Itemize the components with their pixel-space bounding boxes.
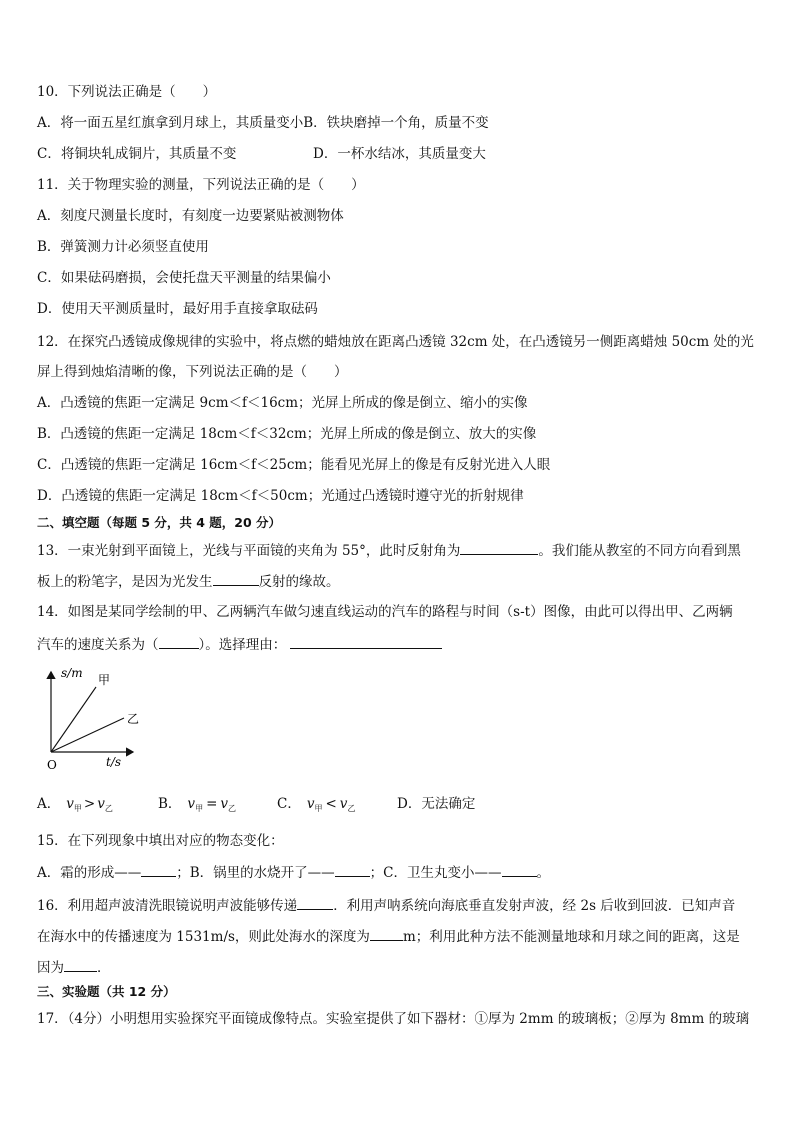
section-fill-in-heading: 二、填空题（每题 5 分，共 4 题，20 分） xyxy=(37,515,282,530)
q14-option-a: A． $v_甲 > v_乙$ xyxy=(37,796,113,813)
q14-text-1: 汽车的速度关系为（ xyxy=(37,637,159,653)
q14-text-2: ）。选择理由： xyxy=(198,637,287,653)
q14-option-c: C． $v_甲 < v_乙$ xyxy=(277,796,356,813)
q13-blank-reflection-type[interactable] xyxy=(213,571,259,586)
st-graph xyxy=(36,660,140,772)
q14-blank-reason[interactable] xyxy=(290,634,442,649)
q10-option-c: C．将铜块轧成铜片，其质量不变 xyxy=(37,146,237,162)
q12-stem-line1: 12．在探究凸透镜成像规律的实验中，将点燃的蜡烛放在距离凸透镜 32cm 处，在凸透镜另一侧距离蜡烛 50cm 处的光 xyxy=(37,334,754,350)
line-yi-label: 乙 xyxy=(127,712,140,726)
q11-option-a: A．刻度尺测量长度时，有刻度一边要紧贴被测物体 xyxy=(37,208,344,224)
q13-blank-reflection-angle[interactable] xyxy=(460,540,538,555)
q12-option-a: A．凸透镜的焦距一定满足 9cm＜f＜16cm；光屏上所成的像是倒立、缩小的实像 xyxy=(37,395,528,411)
y-axis-label: s/m xyxy=(61,666,83,680)
q11-option-d: D．使用天平测质量时，最好用手直接拿取砝码 xyxy=(37,301,318,317)
line-jia-label: 甲 xyxy=(98,673,111,687)
q15-line: A．霜的形成—— ；B．锅里的水烧开了—— ；C．卫生丸变小—— 。 xyxy=(37,862,550,882)
q16-blank-transmit[interactable] xyxy=(297,895,333,910)
q15-blank-b[interactable] xyxy=(335,862,370,877)
q16-blank-depth[interactable] xyxy=(370,926,403,941)
line-yi xyxy=(51,718,124,752)
q11-stem: 11．关于物理实验的测量，下列说法正确的是（ ） xyxy=(37,177,365,193)
q13-text-2: 。我们能从教室的不同方向看到黑 xyxy=(538,543,741,559)
q15-blank-c[interactable] xyxy=(502,862,537,877)
q16-line2: 在海水中的传播速度为 1531m/s，则此处海水的深度为 m；利用此种方法不能测量地球和月球之间的距离，这是 xyxy=(37,926,740,946)
q13-line2 xyxy=(37,571,340,591)
q15-blank-a[interactable] xyxy=(141,862,176,877)
section-experiment-heading: 三、实验题（共 12 分） xyxy=(37,984,176,999)
q10-option-d: D．一杯水结冰，其质量变大 xyxy=(313,146,486,162)
q14-stem-line1: 14．如图是某同学绘制的甲、乙两辆汽车做匀速直线运动的汽车的路程与时间（s-t）图像，由此可以得出甲、乙两辆 xyxy=(37,604,733,620)
x-axis-label: t/s xyxy=(106,755,122,769)
q13-text-4: 反射的缘故。 xyxy=(258,574,340,590)
q14-blank-speed-relation[interactable] xyxy=(159,634,199,649)
q10-stem: 10．下列说法正确是（ ） xyxy=(37,84,217,100)
q12-option-b: B．凸透镜的焦距一定满足 18cm＜f＜32cm；光屏上所成的像是倒立、放大的实像 xyxy=(37,426,537,442)
origin-label: O xyxy=(47,758,57,772)
q16-line3: 因为 ． xyxy=(37,957,111,977)
q13-line1 xyxy=(37,540,741,560)
q13-text-1: 13．一束光射到平面镜上，光线与平面镜的夹角为 55°，此时反射角为 xyxy=(37,543,461,559)
q14-stem-line2 xyxy=(37,634,442,654)
q11-option-c: C．如果砝码磨损，会使托盘天平测量的结果偏小 xyxy=(37,270,331,286)
q12-option-c: C．凸透镜的焦距一定满足 16cm＜f＜25cm；能看见光屏上的像是有反射光进入人眼 xyxy=(37,457,551,473)
q17-stem: 17．（4分）小明想用实验探究平面镜成像特点。实验室提供了如下器材：①厚为 2mm 的玻璃板；②厚为 8mm 的玻璃 xyxy=(37,1011,750,1027)
q14-option-d: D．无法确定 xyxy=(397,796,476,812)
q13-text-3: 板上的粉笔字，是因为光发生 xyxy=(37,574,213,590)
q15-stem: 15．在下列现象中填出对应的物态变化： xyxy=(37,833,284,849)
q10-option-ab: A．将一面五星红旗拿到月球上，其质量变小B．铁块磨掉一个角，质量不变 xyxy=(37,115,489,131)
q16-line1: 16．利用超声波清洗眼镜说明声波能够传递 ．利用声呐系统向海底垂直发射声波，经 2s 后收到回波．已知声音 xyxy=(37,895,735,915)
q16-blank-reason[interactable] xyxy=(64,957,97,972)
q11-option-b: B．弹簧测力计必须竖直使用 xyxy=(37,239,209,255)
q12-stem-line2: 屏上得到烛焰清晰的像，下列说法正确的是（ ） xyxy=(37,364,348,380)
q14-option-b: B． $v_甲 = v_乙$ xyxy=(158,796,237,813)
q12-option-d: D．凸透镜的焦距一定满足 18cm＜f＜50cm；光通过凸透镜时遵守光的折射规律 xyxy=(37,488,524,504)
line-jia xyxy=(51,687,96,752)
